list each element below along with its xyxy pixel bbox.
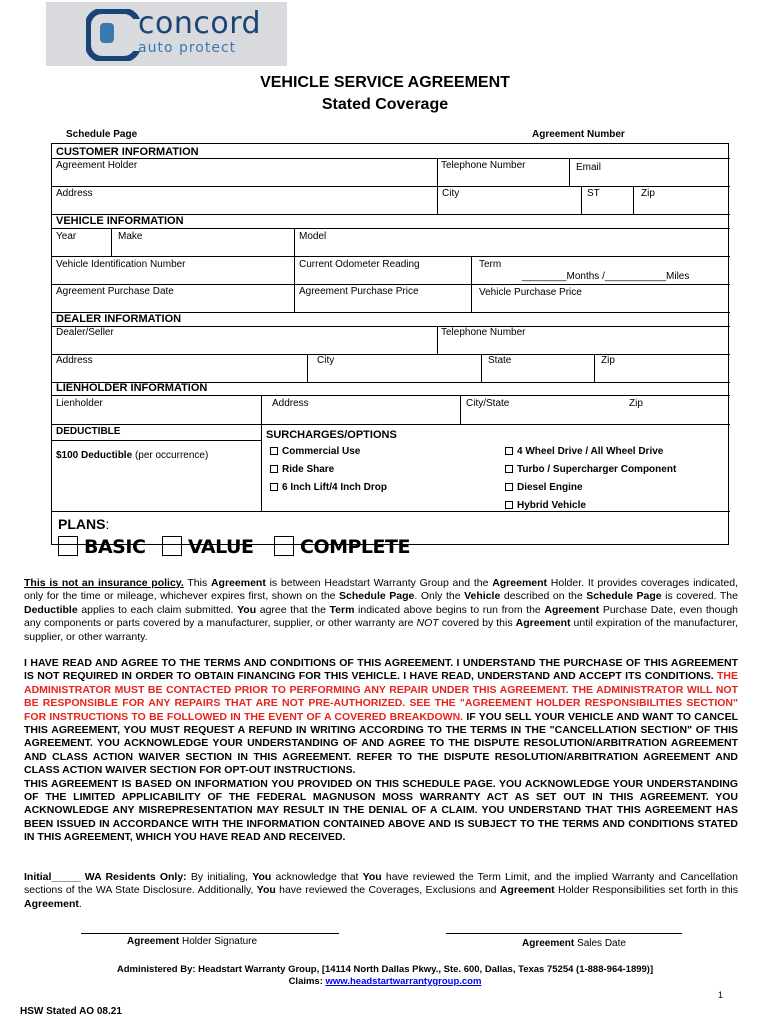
text: until expiration of the manufacturer, supplier, or other warranty.	[24, 617, 738, 643]
dealer-address-field[interactable]: Address	[56, 355, 93, 366]
sales-date-line[interactable]	[446, 933, 682, 934]
text: Holder Signature	[179, 936, 258, 947]
concord-logo	[46, 2, 287, 66]
deductible-amount	[56, 450, 208, 462]
option-label: Ride Share	[282, 464, 335, 475]
plans-heading	[58, 516, 109, 532]
checkbox[interactable]	[505, 447, 513, 455]
option-lift-drop[interactable]	[270, 482, 387, 494]
text: Deductible	[24, 603, 78, 616]
logo-subtitle: auto protect	[138, 40, 237, 56]
text: Agreement	[210, 577, 266, 589]
sales-date-label	[522, 938, 626, 949]
plan-label: VALUE	[188, 536, 254, 558]
text: agree that the	[256, 603, 330, 616]
text: covered by this	[438, 617, 516, 630]
text: is covered. The	[661, 590, 738, 603]
vin-field[interactable]: Vehicle Identification Number	[56, 259, 186, 270]
model-field[interactable]: Model	[299, 231, 327, 242]
initial-field[interactable]: Initial_____	[24, 871, 81, 883]
option-label: Commercial Use	[282, 446, 361, 457]
claims-link[interactable]: www.headstartwarrantygroup.com	[325, 976, 482, 987]
purchase-price-field[interactable]: Agreement Purchase Price	[299, 286, 419, 297]
text: I HAVE READ AND AGREE TO THE TERMS AND CONDITIONS OF THIS AGREEMENT. I UNDERSTAND THE PURCHASE OF THIS AGREEMENT IS NOT REQUIRED IN ORDER TO OBTAIN FINANCING FOR THIS VEHICLE. I HAVE READ, UNDERSTAND AND ACCEPT ITS CONDITIONS.	[24, 657, 738, 683]
text: Schedule Page	[586, 590, 662, 603]
text: indicated above begins to run from the	[354, 603, 545, 616]
purchase-date-field[interactable]: Agreement Purchase Date	[56, 286, 174, 297]
deductible-value: $100 Deductible	[56, 450, 133, 461]
term-field[interactable]: Term	[479, 259, 502, 270]
telephone-field[interactable]: Telephone Number	[441, 160, 526, 171]
plan-checkbox[interactable]	[58, 536, 78, 556]
text: THIS AGREEMENT IS BASED ON INFORMATION YOU PROVIDED ON THIS SCHEDULE PAGE. YOU ACKNOWLEDGE YOUR UNDERSTANDING OF THE LIMITED APPLICABILITY OF THE FEDERAL MAGNUSON MOSS WARRANTY ACT AS SET OUT IN THIS AGREEMENT. YOU ACKNOWLEDGE ANY MISREPRESENTATION MAY RESULT IN THE DENIAL OF A CLAIM. YOU UNDERSTAND THAT THIS AGREEMENT HAS BEEN ISSUED IN ACCORDANCE WITH THE INFORMATION CONTAINED ABOVE AND IS SUBJECT TO THE TERMS AND CONDITIONS STATED IN THIS AGREEMENT, WHICH YOU HAVE READ AND RECEIVED.	[24, 777, 738, 844]
term-months-miles[interactable]: ________Months /___________Miles	[522, 271, 690, 282]
text: IF YOU SELL YOUR VEHICLE AND WANT TO CANCEL THIS AGREEMENT, YOU MUST REQUEST A REFUND IN WRITING ACCORDING TO THE TERMS IN THE "CANCELLATION SECTION" OF THIS AGREEMENT. YOU ACKNOWLEDGE YOUR UNDERSTANDING OF AND AGREE TO THE DISPUTE RESOLUTION/ARBITRATION AGREEMENT AND CLASS ACTION WAIVER SECTION IN THIS AGREEMENT. REFER TO THE DISPUTE RESOLUTION/ARBITRATION AGREEMENT AND CLASS ACTION WAIVER SECTION FOR OPT-OUT INSTRUCTIONS.	[24, 710, 738, 777]
text: Agreement	[492, 577, 548, 589]
not-insurance-statement: This is not an insurance policy.	[24, 577, 184, 589]
holder-signature-label	[127, 936, 257, 947]
checkbox[interactable]	[505, 465, 513, 473]
zip-field[interactable]: Zip	[641, 188, 655, 199]
text: have reviewed the Coverages, Exclusions and	[275, 884, 500, 897]
vehicle-price-field[interactable]: Vehicle Purchase Price	[479, 287, 582, 298]
email-field[interactable]: Email	[576, 162, 602, 173]
dealer-heading: DEALER INFORMATION	[56, 313, 182, 325]
agreement-form	[51, 143, 729, 558]
odometer-field[interactable]: Current Odometer Reading	[299, 259, 420, 270]
text: is between Headstart Warranty Group and the	[265, 577, 493, 589]
text: By initialing,	[186, 871, 253, 883]
text: Agreement	[544, 603, 600, 616]
document-subtitle: Stated Coverage	[321, 96, 449, 113]
text: Agreement	[515, 617, 571, 630]
plan-label: COMPLETE	[300, 536, 410, 558]
dealer-state-field[interactable]: State	[488, 355, 512, 366]
option-label: Hybrid Vehicle	[517, 500, 586, 511]
claims-label: Claims:	[288, 976, 326, 987]
text: .	[78, 897, 82, 910]
make-field[interactable]: Make	[118, 231, 143, 242]
administrator-warning: THE ADMINISTRATOR MUST BE CONTACTED PRIOR TO PERFORMING ANY REPAIR UNDER THIS AGREEMENT. THE ADMINISTRATOR WILL NOT BE RESPONSIBLE FOR ANY REPAIRS THAT ARE NOT PRE-AUTHORIZED. SEE THE "AGREEMENT HOLDER RESPONSIBILITIES SECTION" FOR INSTRUCTIONS TO BE FOLLOWED IN THE EVENT OF A COVERED BREAKDOWN.	[24, 670, 738, 723]
schedule-page-label: Schedule Page	[66, 129, 138, 140]
option-ride-share[interactable]	[270, 464, 334, 476]
checkbox[interactable]	[505, 501, 513, 509]
text: described on the	[500, 590, 587, 603]
text: Schedule Page	[339, 590, 415, 603]
lienholder-zip-field[interactable]: Zip	[629, 398, 643, 409]
dealer-city-field[interactable]: City	[317, 355, 335, 366]
coverage-paragraph	[24, 577, 738, 644]
administrator-line: Administered By: Headstart Warranty Group, [14114 North Dallas Pkwy., Ste. 600, Dallas, Texas 75254 (1-888-964-1899)]	[116, 964, 654, 975]
dealer-telephone-field[interactable]: Telephone Number	[441, 327, 526, 338]
surcharges-heading: SURCHARGES/OPTIONS	[266, 429, 397, 441]
option-turbo[interactable]	[505, 464, 676, 476]
plan-checkbox[interactable]	[274, 536, 294, 556]
year-field[interactable]: Year	[56, 231, 77, 242]
text: Holder Responsibilities set forth in this	[554, 884, 738, 897]
checkbox[interactable]	[505, 483, 513, 491]
page-number: 1	[718, 990, 724, 1000]
text: Agreement	[499, 884, 555, 897]
text: Vehicle	[464, 590, 501, 603]
checkbox[interactable]	[270, 447, 278, 455]
text: have reviewed the Term Limit, and the implied Warranty and Cancellation sections of the WA State Disclosure. Additionally,	[24, 871, 738, 897]
plan-value[interactable]	[162, 536, 253, 557]
plan-checkbox[interactable]	[162, 536, 182, 556]
text: acknowledge that	[271, 871, 363, 883]
customer-heading: CUSTOMER INFORMATION	[56, 146, 199, 158]
plan-label: BASIC	[84, 536, 146, 558]
text: You	[362, 871, 382, 883]
plan-basic[interactable]	[58, 536, 145, 557]
text: Agreement	[127, 936, 180, 947]
plans-label: PLANS	[58, 516, 106, 532]
document-title: VEHICLE SERVICE AGREEMENT	[260, 74, 510, 91]
lienholder-city-state-field[interactable]: City/State	[466, 398, 510, 409]
agreement-holder-field[interactable]: Agreement Holder	[56, 160, 138, 171]
text: Term	[329, 603, 355, 616]
dealer-zip-field[interactable]: Zip	[601, 355, 615, 366]
text: NOT	[416, 617, 439, 630]
deductible-heading: DEDUCTIBLE	[56, 426, 121, 437]
option-diesel[interactable]	[505, 482, 583, 494]
text: You	[237, 603, 257, 616]
deductible-note: (per occurrence)	[134, 450, 209, 461]
text: . Only the	[414, 590, 465, 603]
checkbox[interactable]	[270, 483, 278, 491]
agreement-number-label: Agreement Number	[532, 129, 625, 140]
dealer-seller-field[interactable]: Dealer/Seller	[56, 327, 114, 338]
logo-word: concord	[138, 6, 262, 41]
text: Agreement	[522, 938, 575, 949]
option-label: Diesel Engine	[517, 482, 583, 493]
lienholder-address-field[interactable]: Address	[272, 398, 309, 409]
option-label: 4 Wheel Drive / All Wheel Drive	[517, 446, 664, 457]
text: applies to each claim submitted.	[77, 603, 238, 616]
wa-residents-paragraph	[24, 871, 738, 911]
lienholder-heading: LIENHOLDER INFORMATION	[56, 382, 208, 394]
address-field[interactable]: Address	[56, 188, 93, 199]
vehicle-heading: VEHICLE INFORMATION	[56, 215, 184, 227]
option-4wd-awd[interactable]	[505, 446, 663, 458]
text: Purchase Date, even though any components or parts covered by a manufacturer, supplier, or other warranty are	[24, 603, 738, 630]
lienholder-field[interactable]: Lienholder	[56, 398, 103, 409]
terms-acknowledgement	[24, 657, 738, 845]
text: Holder. It provides coverages indicated, only for the time or mileage, whichever expires first, shown on the	[24, 577, 739, 603]
claims-line	[0, 976, 770, 987]
city-field[interactable]: City	[442, 188, 460, 199]
option-label: 6 Inch Lift/4 Inch Drop	[282, 482, 388, 493]
text: You	[252, 871, 272, 883]
text: This	[183, 577, 211, 589]
option-commercial-use[interactable]	[270, 446, 360, 458]
form-code: HSW Stated AO 08.21	[20, 1006, 122, 1017]
option-label: Turbo / Supercharger Component	[517, 464, 677, 475]
state-field[interactable]: ST	[587, 188, 600, 199]
plans-colon: :	[105, 516, 110, 532]
text: You	[256, 884, 276, 897]
checkbox[interactable]	[270, 465, 278, 473]
text: Agreement	[24, 897, 79, 910]
text: WA Residents Only:	[80, 871, 187, 883]
text: Sales Date	[574, 938, 626, 949]
plan-complete[interactable]	[274, 536, 410, 557]
holder-signature-line[interactable]	[81, 933, 339, 934]
